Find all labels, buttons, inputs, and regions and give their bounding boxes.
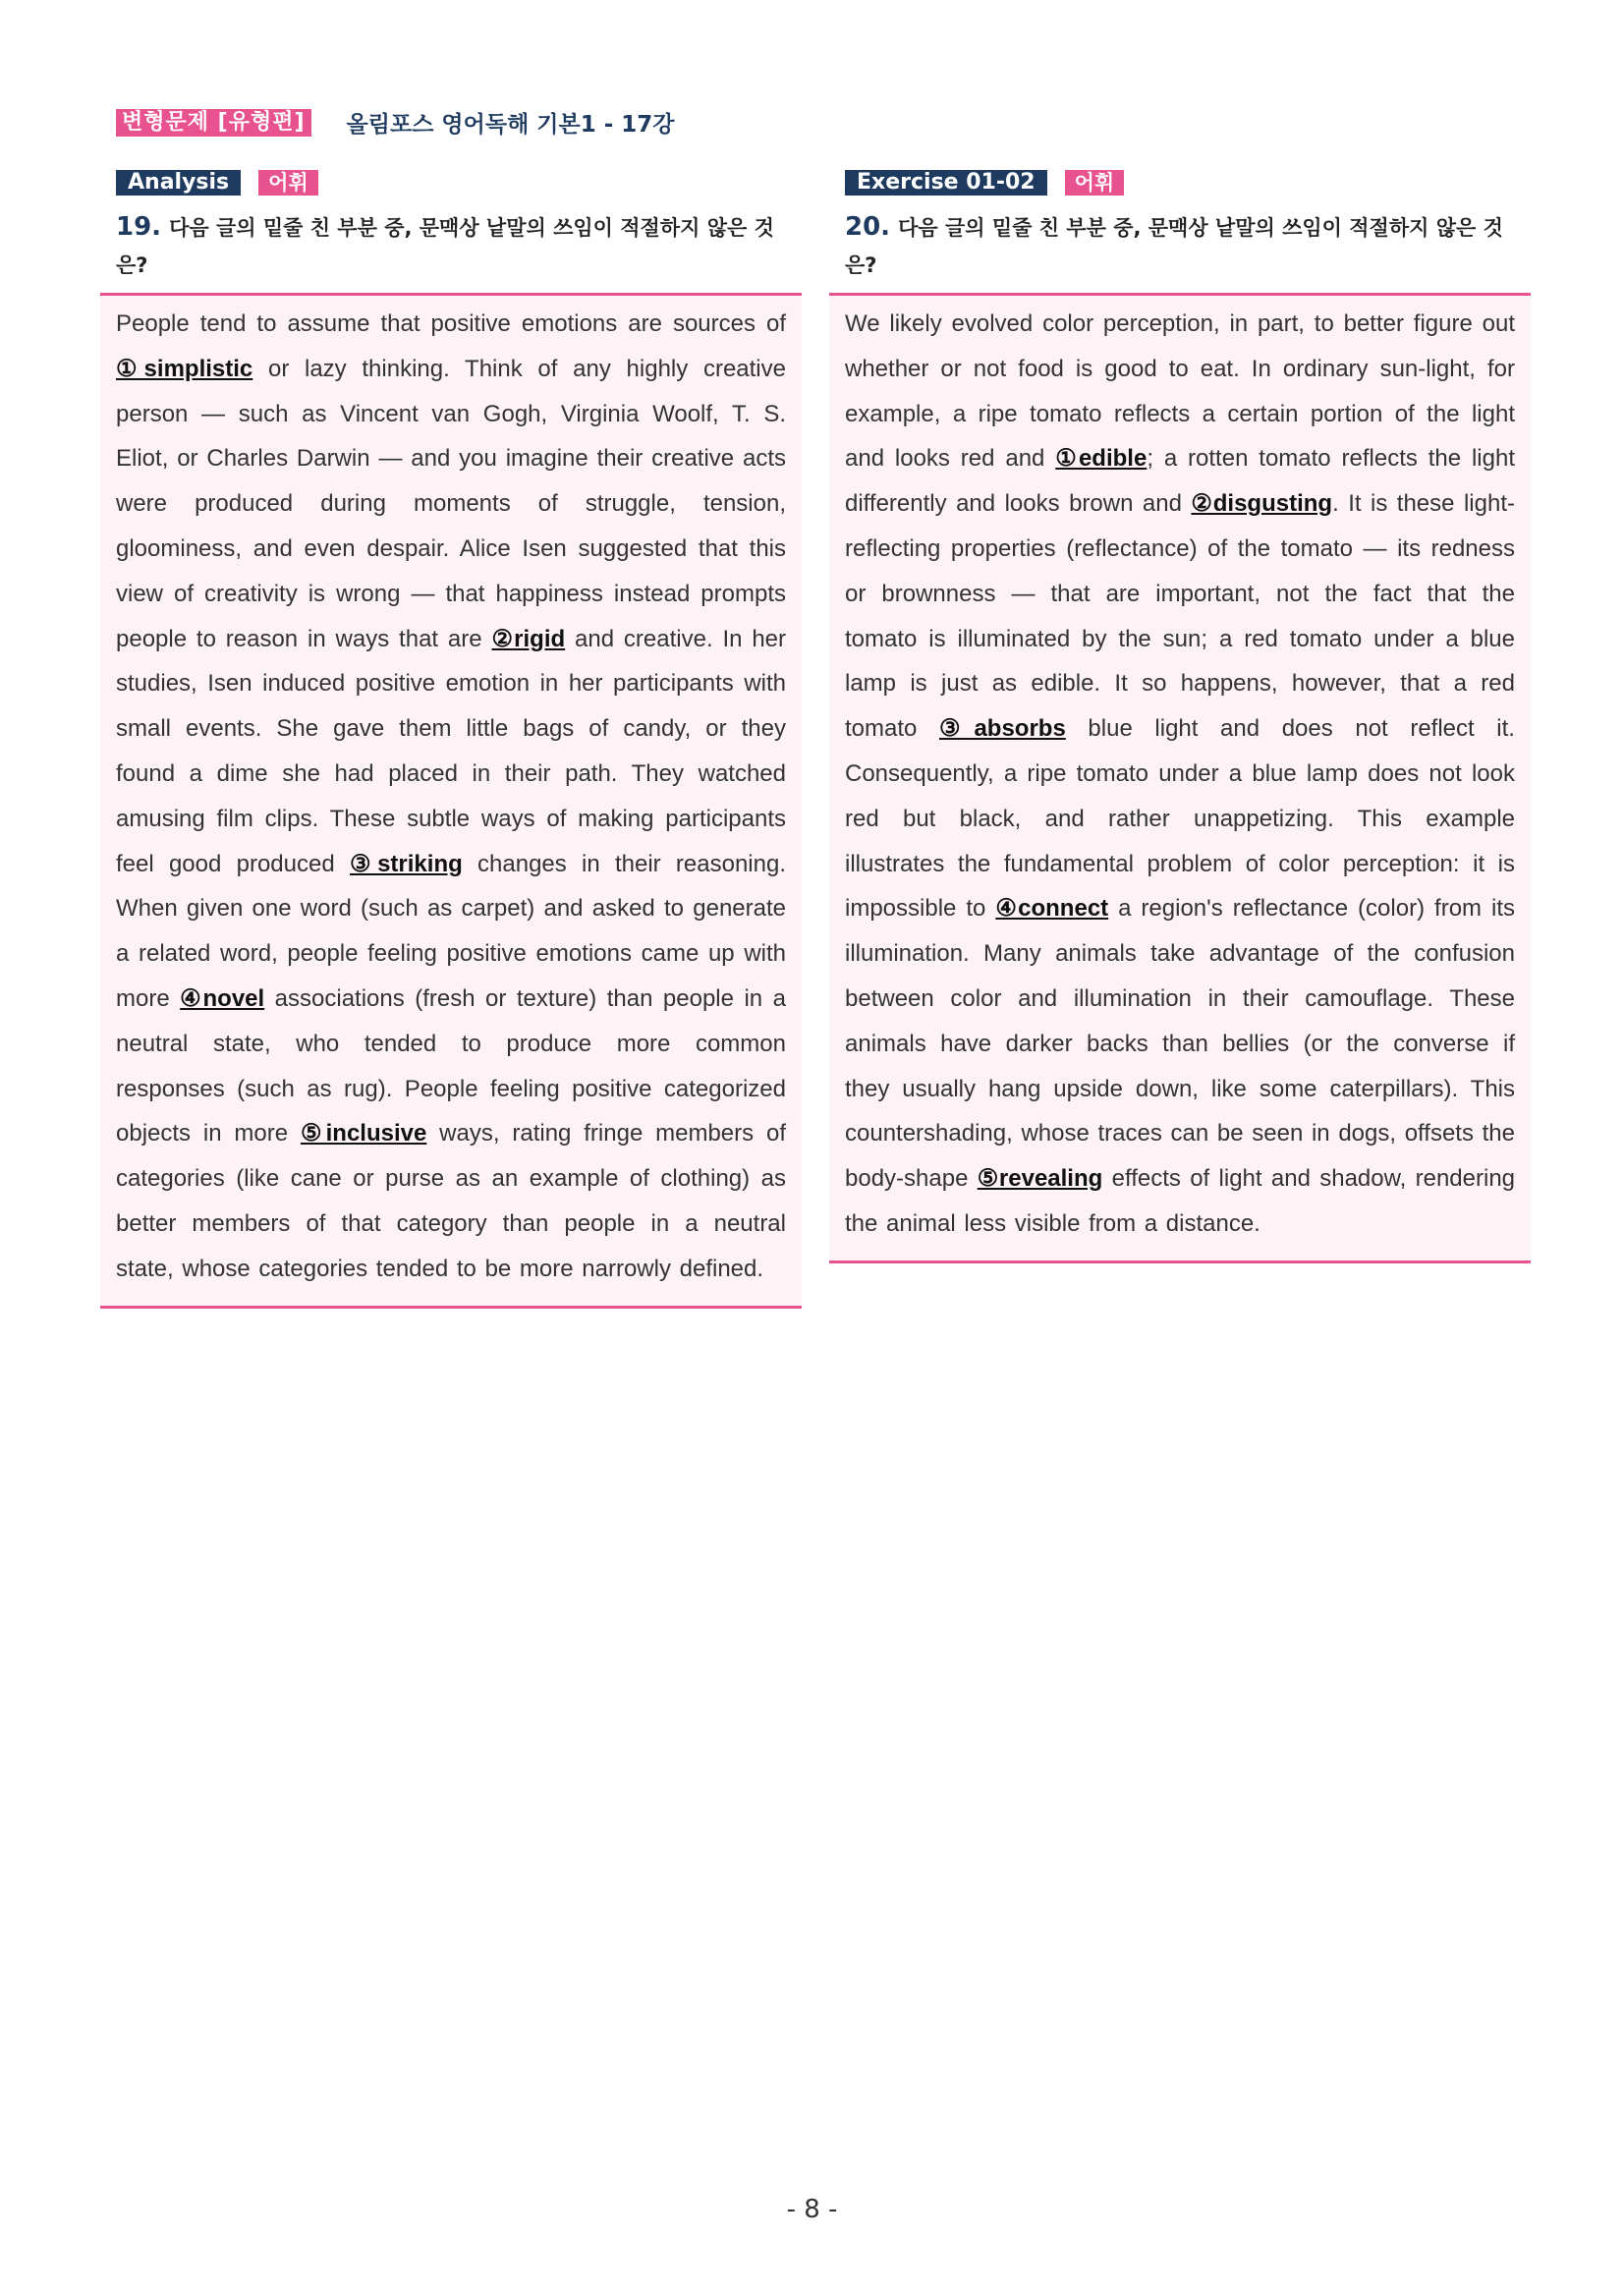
worksheet-title: 올림포스 영어독해 기본1 - 17강 bbox=[346, 112, 675, 138]
passage-segment: a region's reflectance (color) from its illumination. Many animals take advantage of the confusion between color and illumination in their camouflage. These animals have darker backs than bellies (or the converse if they usually hang upside down, like some caterpillars). This countershading, whose traces can be seen in dogs, offsets the body-shape bbox=[845, 895, 1515, 1193]
passage-segment: ; a rotten tomato reflects the light differently and looks brown and bbox=[845, 445, 1515, 518]
underlined-choice-4: ④connect bbox=[995, 895, 1109, 923]
worksheet-type-tag: 변형문제 [유형편] bbox=[116, 109, 311, 137]
vocab-label: 어휘 bbox=[258, 170, 318, 196]
vocab-label: 어휘 bbox=[1065, 170, 1125, 196]
exercise-label: Exercise 01-02 bbox=[845, 170, 1047, 196]
passage-segment: associations (fresh or texture) than people in a neutral state, who tended to produce more common responses (such as rug). People feeling positive categorized objects in more bbox=[116, 984, 786, 1148]
question-19-prompt bbox=[116, 208, 802, 287]
passage-box bbox=[100, 293, 802, 1309]
underlined-choice-2: ②disgusting bbox=[1191, 490, 1333, 518]
underlined-choice-2: ②rigid bbox=[491, 625, 566, 652]
analysis-label: Analysis bbox=[116, 170, 241, 196]
underlined-choice-1: ①simplistic bbox=[116, 355, 253, 382]
passage-segment: and creative. In her studies, Isen induced positive emotion in her participants with small events. She gave them little bags of candy, or they found a dime she had placed in their path. They watched amusing film clips. These subtle ways of making participants feel good produced bbox=[116, 625, 787, 877]
underlined-choice-3: ③absorbs bbox=[938, 715, 1066, 743]
question-19-column bbox=[100, 169, 802, 1309]
underlined-choice-4: ④novel bbox=[180, 984, 265, 1012]
question-text: 다음 글의 밑줄 친 부분 중, 문맥상 낱말의 쓰임이 적절하지 않은 것은? bbox=[845, 216, 1503, 277]
question-text: 다음 글의 밑줄 친 부분 중, 문맥상 낱말의 쓰임이 적절하지 않은 것은? bbox=[116, 216, 774, 277]
passage-segment: People tend to assume that positive emotions are sources of bbox=[116, 310, 786, 337]
passage-segment: changes in their reasoning. When given one word (such as carpet) and asked to generate a related word, people feeling positive emotions came up with more bbox=[116, 850, 787, 1012]
passage-segment: ways, rating fringe members of categories (like cane or purse as an example of clothing) as better members of that category than people in a neutral state, whose categories tended to be more narrowly defined. bbox=[116, 1120, 787, 1282]
underlined-choice-5: ⑤revealing bbox=[977, 1165, 1103, 1193]
underlined-choice-5: ⑤inclusive bbox=[300, 1120, 427, 1148]
question-20-prompt bbox=[845, 208, 1531, 287]
page-header bbox=[116, 106, 675, 139]
passage-text bbox=[845, 302, 1515, 1247]
question-number: 20. bbox=[845, 212, 891, 242]
underlined-choice-3: ③striking bbox=[349, 850, 463, 877]
question-20-labels bbox=[845, 169, 1531, 196]
question-20-column bbox=[829, 169, 1531, 1263]
underlined-choice-1: ①edible bbox=[1055, 445, 1148, 473]
question-19-labels bbox=[116, 169, 802, 196]
passage-segment: blue light and does not reflect it. Consequently, a ripe tomato under a blue lamp does not look red but black, and rather unappetizing. This example illustrates the fundamental problem of color perception: it is impossible to bbox=[845, 715, 1515, 923]
passage-segment: effects of light and shadow, rendering the animal less visible from a distance. bbox=[845, 1165, 1516, 1237]
passage-segment: . It is these light-reflecting properties (reflectance) of the tomato — its redness or brownness — that are important, not the fact that the tomato is illuminated by the sun; a red tomato under a blue lamp is just as edible. It so happens, however, that a red tomato bbox=[845, 490, 1515, 743]
passage-box bbox=[829, 293, 1531, 1263]
page-number: - 8 - bbox=[786, 2195, 838, 2224]
question-number: 19. bbox=[116, 212, 162, 242]
passage-segment: or lazy thinking. Think of any highly creative person — such as Vincent van Gogh, Virginia Woolf, T. S. Eliot, or Charles Darwin — and you imagine their creative acts were produced during moments of struggle, tension, gloominess, and even despair. Alice Isen suggested that this view of creativity is wrong — that happiness instead prompts people to reason in ways that are bbox=[116, 355, 786, 652]
passage-segment: We likely evolved color perception, in part, to better figure out whether or not food is good to eat. In ordinary sun-light, for example, a ripe tomato reflects a certain portion of the light and looks red and bbox=[845, 310, 1515, 473]
passage-text bbox=[116, 302, 786, 1292]
